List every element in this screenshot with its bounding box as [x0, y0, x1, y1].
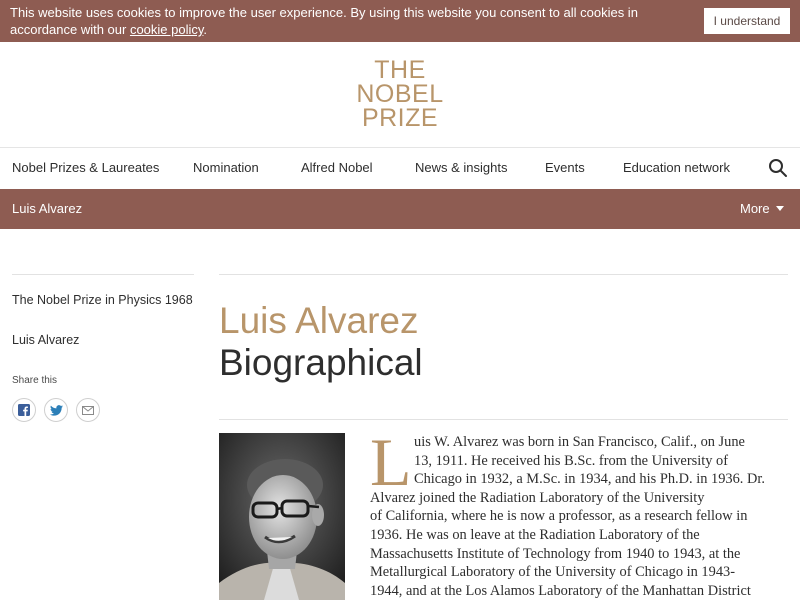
email-icon	[82, 406, 94, 415]
logo-line-1: THE	[374, 56, 426, 84]
content-divider-mid	[219, 419, 788, 420]
bio-line: 13, 1911. He received his B.Sc. from the University of	[414, 452, 728, 469]
drop-cap: L	[370, 424, 412, 500]
bio-line: Massachusetts Institute of Technology from 1940 to 1943, at the	[370, 545, 741, 562]
nav-item-events[interactable]: Events	[545, 160, 585, 175]
cookie-banner	[0, 0, 800, 42]
more-label: More	[740, 201, 770, 216]
more-menu-button[interactable]	[740, 201, 784, 216]
sidebar-link-physics-1968[interactable]: The Nobel Prize in Physics 1968	[12, 293, 193, 307]
facebook-icon	[18, 404, 30, 416]
nav-item-news-insights[interactable]: News & insights	[415, 160, 508, 175]
nav-item-alfred-nobel[interactable]: Alfred Nobel	[301, 160, 373, 175]
cookie-accept-button[interactable]: I understand	[704, 8, 790, 34]
bio-line: of California, where he is now a professor, as a research fellow in	[370, 508, 748, 525]
sidebar-divider	[12, 274, 194, 275]
share-email-button[interactable]	[76, 398, 100, 422]
sidebar-link-luis-alvarez[interactable]: Luis Alvarez	[12, 333, 80, 347]
bio-line: Alvarez joined the Radiation Laboratory of the University	[370, 489, 705, 506]
cookie-text-after: .	[203, 22, 208, 37]
bio-line: Metallurgical Laboratory of the University of Chicago in 1943-	[370, 564, 736, 581]
share-label: Share this	[12, 375, 58, 386]
nav-item-nomination[interactable]: Nomination	[193, 160, 259, 175]
logo-line-2: NOBEL	[356, 80, 444, 108]
twitter-icon	[50, 405, 63, 416]
cookie-text-before: This website uses cookies to improve the user experience. By using this website you consent to all cookies in accordance with our	[10, 5, 638, 37]
bio-line: uis W. Alvarez was born in San Francisco, Calif., on June	[414, 434, 745, 450]
share-facebook-button[interactable]	[12, 398, 36, 422]
biography-text	[370, 433, 782, 600]
content-divider-top	[219, 274, 788, 275]
nav-item-nobel-prizes-laureates[interactable]: Nobel Prizes & Laureates	[12, 160, 160, 175]
nobel-prize-logo[interactable]	[340, 58, 460, 130]
laureate-name-heading: Luis Alvarez	[219, 300, 419, 341]
bio-line: 1944, and at the Los Alamos Laboratory of the Manhattan District	[370, 582, 751, 599]
page-title: Biographical	[219, 342, 423, 383]
share-twitter-button[interactable]	[44, 398, 68, 422]
bio-line: Chicago in 1932, a M.Sc. in 1934, and his Ph.D. in 1936. Dr.	[414, 471, 765, 488]
logo-line-3: PRIZE	[361, 104, 439, 132]
nav-item-education-network[interactable]: Education network	[623, 160, 730, 175]
cookie-policy-link[interactable]: cookie policy	[129, 22, 204, 37]
laureate-portrait	[219, 433, 345, 600]
section-title[interactable]: Luis Alvarez	[12, 201, 83, 216]
main-nav	[0, 147, 800, 190]
chevron-down-icon	[776, 206, 784, 211]
section-bar	[0, 189, 800, 229]
bio-line: 1936. He was on leave at the Radiation Laboratory of the	[370, 526, 700, 543]
search-icon[interactable]	[768, 158, 788, 178]
cookie-message	[10, 4, 690, 38]
